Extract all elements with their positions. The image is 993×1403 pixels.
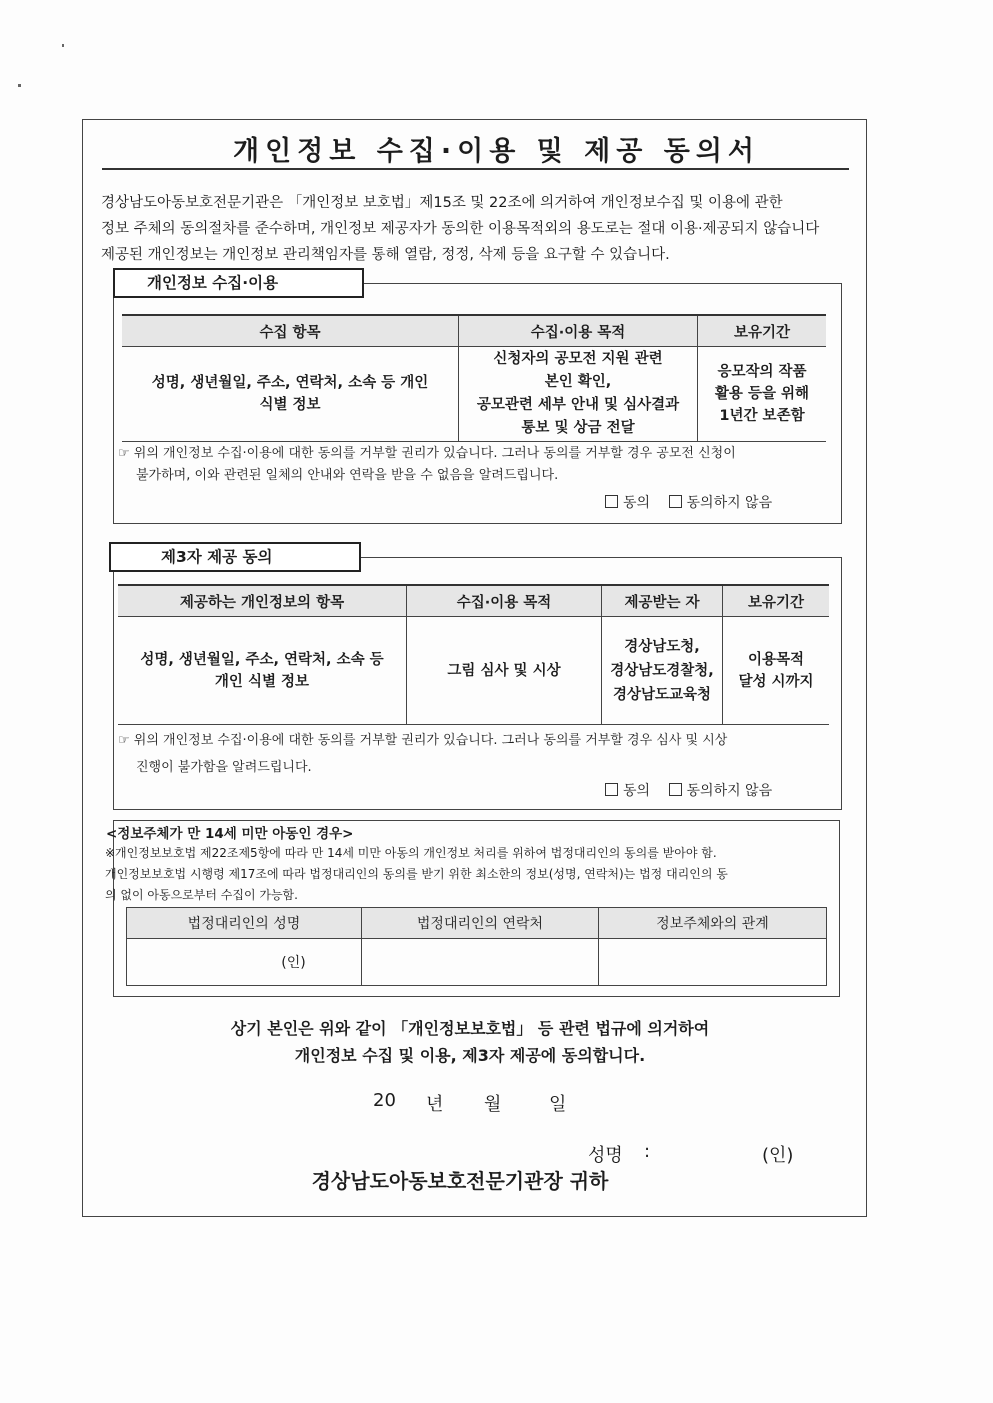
third-party-consent-options (605, 780, 772, 800)
col-header-recipients: 제공받는 자 (602, 585, 723, 617)
agree-label: 동의 (623, 495, 651, 511)
signature-label: 성명 (588, 1145, 623, 1166)
third-party-table (118, 584, 829, 725)
cell-line: 경상남도교육청 (612, 686, 712, 703)
third-party-section-label: 제3자 제공 동의 (109, 542, 361, 572)
minor-section-title: <정보주체가 만 14세 미만 아동인 경우> (106, 826, 354, 842)
col-header-retention: 보유기간 (698, 315, 827, 347)
disagree-option[interactable] (669, 495, 773, 511)
cell-line: 달성 시까지 (738, 673, 814, 690)
guardian-contact-field[interactable] (362, 939, 599, 986)
note-line: 진행이 불가함을 알려드립니다. (136, 760, 312, 775)
col-header-guardian-contact: 법정대리인의 연락처 (362, 908, 599, 939)
addressee: 경상남도아동보호전문기관장 귀하 (311, 1169, 609, 1193)
collection-retention-cell (698, 347, 827, 442)
cell-line: 이용목적 (747, 651, 805, 668)
collection-purpose-cell (459, 347, 698, 442)
consent-line: 개인정보 수집 및 이용, 제3자 제공에 동의합니다. (294, 1046, 646, 1065)
date-year-label: 년 (426, 1094, 444, 1115)
checkbox-icon[interactable] (669, 495, 682, 508)
collection-items-cell (122, 347, 459, 442)
cell-line: 성명, 생년월일, 주소, 연락처, 소속 등 개인 (151, 375, 429, 391)
cell-line: 본인 확인, (544, 374, 612, 390)
cell-line: 공모관련 세부 안내 및 심사결과 (476, 397, 680, 413)
cell-line: 개인 식별 정보 (214, 673, 310, 690)
cell-line: 성명, 생년월일, 주소, 연락처, 소속 등 (140, 651, 384, 668)
scan-speck (18, 84, 21, 87)
legal-guardian-table (126, 907, 827, 986)
agree-option[interactable] (605, 783, 650, 799)
checkbox-icon[interactable] (605, 783, 618, 796)
agree-label: 동의 (623, 783, 651, 799)
disagree-option[interactable] (669, 783, 773, 799)
cell-line: 신청자의 공모전 지원 관련 (493, 351, 663, 367)
date-day-label: 일 (549, 1094, 567, 1115)
third-party-purpose-cell: 그림 심사 및 시상 (407, 617, 602, 725)
cell-line: 활용 등을 위해 (714, 386, 810, 402)
third-party-note (118, 727, 833, 781)
signature-seal[interactable]: (인) (762, 1145, 794, 1166)
date-year-prefix[interactable]: 20 (373, 1090, 396, 1111)
disagree-label: 동의하지 않음 (686, 783, 773, 799)
section-rule (362, 283, 842, 284)
document-title: 개인정보 수집·이용 및 제공 동의서 (232, 136, 760, 167)
collection-table (122, 314, 826, 442)
consent-statement (0, 1015, 940, 1069)
cell-line: 1년간 보존함 (719, 408, 805, 424)
agree-option[interactable] (605, 495, 650, 511)
relationship-field[interactable] (599, 939, 827, 986)
col-header-relationship: 정보주체와의 관계 (599, 908, 827, 939)
collection-note (118, 443, 833, 487)
minor-section-text (105, 843, 825, 906)
intro-line: 경상남도아동보호전문기관은 「개인정보 보호법」제15조 및 22조에 의거하여 개인정보수집 및 이용에 관한 (101, 195, 783, 211)
minor-text-line: 개인정보보호법 시행령 제17조에 따라 법정대리인의 동의를 받기 위한 최소한의 정보(성명, 연락처)는 법정 대리인의 동 (105, 867, 728, 881)
note-line: ☞ 위의 개인정보 수집·이용에 대한 동의를 거부할 권리가 있습니다. 그러나 동의를 거부할 경우 심사 및 시상 (118, 733, 728, 748)
date-month-label: 월 (484, 1094, 502, 1115)
section-rule (360, 557, 842, 558)
cell-line: 응모작의 작품 (717, 364, 807, 380)
col-header-items: 제공하는 개인정보의 항목 (118, 585, 407, 617)
guardian-name-field[interactable] (127, 939, 362, 986)
col-header-purpose: 수집·이용 목적 (459, 315, 698, 347)
cell-line: 식별 정보 (259, 397, 321, 413)
third-party-retention-cell (723, 617, 830, 725)
minor-text-line: 의 없이 아동으로부터 수집이 가능함. (105, 888, 298, 902)
cell-line: 통보 및 상금 전달 (521, 420, 635, 436)
disagree-label: 동의하지 않음 (686, 495, 773, 511)
col-header-retention: 보유기간 (723, 585, 830, 617)
cell-line: 경상남도청, (624, 638, 700, 655)
minor-text-line: ※개인정보보호법 제22조제5항에 따라 만 14세 미만 아동의 개인정보 처리를 위하여 법정대리인의 동의를 받아야 함. (105, 846, 717, 860)
intro-paragraph (101, 190, 861, 268)
checkbox-icon[interactable] (669, 783, 682, 796)
collection-section-label: 개인정보 수집·이용 (113, 268, 364, 298)
cell-line: 경상남도경찰청, (610, 662, 714, 679)
note-line: 불가하며, 이와 관련된 일체의 안내와 연락을 받을 수 없음을 알려드립니다. (136, 468, 559, 483)
signature-colon: : (644, 1141, 651, 1162)
col-header-guardian-name: 법정대리인의 성명 (127, 908, 362, 939)
consent-line: 상기 본인은 위와 같이 「개인정보보호법」 등 관련 법규에 의거하여 (230, 1019, 710, 1038)
collection-consent-options (605, 492, 772, 512)
checkbox-icon[interactable] (605, 495, 618, 508)
col-header-purpose: 수집·이용 목적 (407, 585, 602, 617)
note-line: ☞ 위의 개인정보 수집·이용에 대한 동의를 거부할 권리가 있습니다. 그러나 동의를 거부할 경우 공모전 신청이 (118, 446, 736, 461)
third-party-items-cell (118, 617, 407, 725)
scan-speck (62, 44, 64, 47)
intro-line: 제공된 개인정보는 개인정보 관리책임자를 통해 열람, 정정, 삭제 등을 요구할 수 있습니다. (101, 247, 670, 263)
col-header-items: 수집 항목 (122, 315, 459, 347)
seal-mark: (인) (281, 955, 306, 971)
third-party-recipients-cell (602, 617, 723, 725)
intro-line: 정보 주체의 동의절차를 준수하며, 개인정보 제공자가 동의한 이용목적외의 용도로는 절대 이용·제공되지 않습니다 (101, 221, 820, 237)
title-rule (102, 168, 849, 170)
